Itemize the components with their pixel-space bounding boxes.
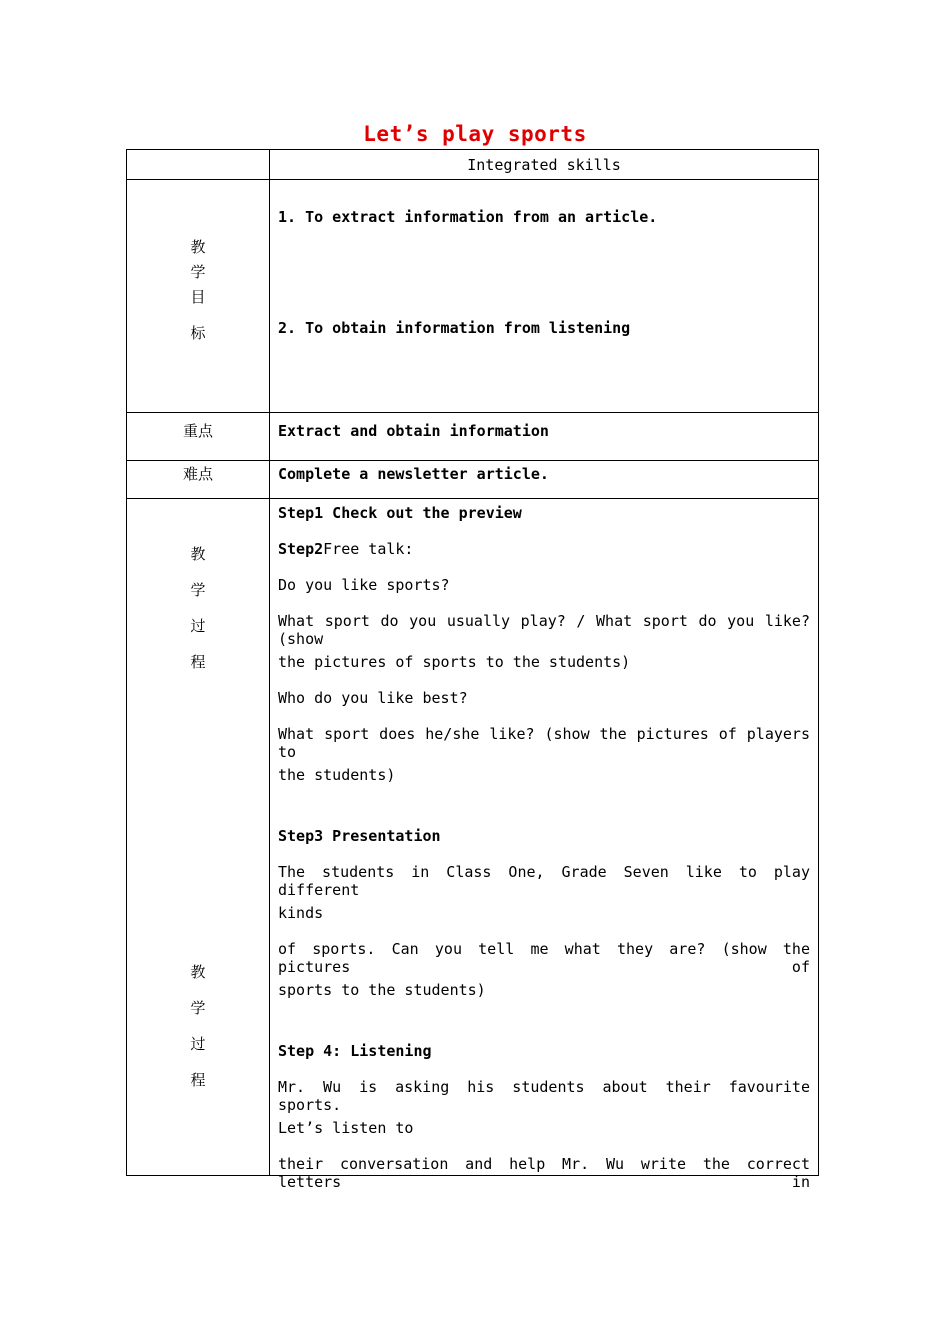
process-line: kinds [278, 904, 324, 922]
process-label-char: 学 [190, 999, 206, 1017]
key-point-text: Extract and obtain information [278, 422, 549, 440]
table-row-divider [126, 460, 819, 461]
process-line: Who do you like best? [278, 689, 468, 707]
key-point-label: 重点 [182, 422, 213, 440]
table-row-divider [126, 412, 819, 413]
process-line: of sports. Can you tell me what they are? (show the pictures of [278, 940, 810, 976]
process-line: The students in Class One, Grade Seven like to play different [278, 863, 810, 899]
table-border-top [126, 149, 819, 150]
process-line: Let’s listen to [278, 1119, 414, 1137]
table-border-right [818, 149, 819, 1176]
difficulty-text: Complete a newsletter article. [278, 465, 549, 483]
step2-heading [278, 540, 413, 558]
process-line: their conversation and help Mr. Wu write the correct letters in [278, 1155, 810, 1191]
document-title: Let’s play sports [363, 122, 587, 146]
process-line: What sport do you usually play? / What sport do you like?(show [278, 612, 810, 648]
process-line: the students) [278, 766, 396, 784]
difficulty-label: 难点 [182, 465, 213, 483]
process-line: What sport does he/she like? (show the pictures of players to [278, 725, 810, 761]
process-line: the pictures of sports to the students) [278, 653, 631, 671]
process-line: Do you like sports? [278, 576, 450, 594]
table-row-divider [126, 498, 819, 499]
process-label-char: 过 [190, 617, 206, 635]
process-label-char: 程 [190, 1071, 206, 1089]
objectives-label-char: 目 [190, 288, 206, 306]
step1-heading: Step1 Check out the preview [278, 504, 522, 522]
process-label-char: 过 [190, 1035, 206, 1053]
step3-heading: Step3 Presentation [278, 827, 441, 845]
objectives-label-char: 学 [190, 263, 206, 281]
table-row-divider [126, 179, 819, 180]
process-line: sports to the students) [278, 981, 486, 999]
process-label-char: 教 [190, 545, 206, 563]
objectives-label-char: 教 [190, 238, 206, 256]
step2-title: Free talk: [323, 540, 414, 558]
process-label-char: 学 [190, 581, 206, 599]
objectives-label-char: 标 [190, 324, 206, 342]
process-label-char: 教 [190, 963, 206, 981]
process-line: Mr. Wu is asking his students about their favourite sports. [278, 1078, 810, 1114]
step2-label: Step2 [278, 540, 324, 558]
step4-heading: Step 4: Listening [278, 1042, 432, 1060]
objective-item: 1. To extract information from an article. [278, 208, 658, 226]
table-column-divider [269, 149, 270, 1176]
process-label-char: 程 [190, 653, 206, 671]
objective-item: 2. To obtain information from listening [278, 319, 631, 337]
header-cell: Integrated skills [467, 156, 621, 174]
